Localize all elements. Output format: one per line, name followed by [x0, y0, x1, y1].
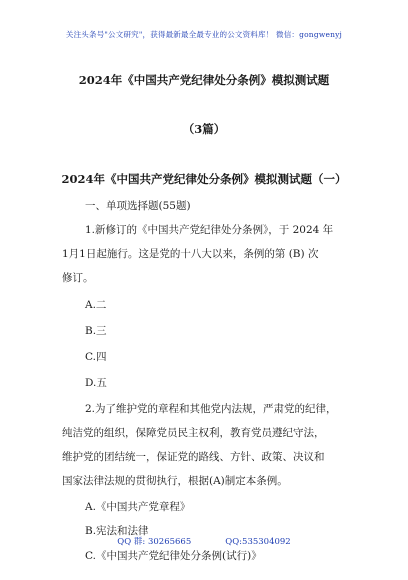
- question-1-option-d: D.五: [85, 377, 107, 389]
- footer-contact: [0, 535, 408, 547]
- question-2-option-b: B.宪法和法律: [85, 525, 149, 537]
- question-1-option-b: B.三: [85, 325, 107, 337]
- question-1-text-line-3: 修订。: [62, 272, 94, 284]
- question-2-text-line-1: 2.为了维护党的章程和其他党内法规，严肃党的纪律，: [85, 403, 337, 415]
- header-promo-note: 关注头条号"公文研究"，获得最新最全最专业的公文资料库！ 微信：gongwenyj: [65, 30, 343, 39]
- question-1-text-line-2: 1月1日起施行。这是党的十八大以来，条例的第 (B) 次: [62, 248, 319, 260]
- question-2-text-line-3: 维护党的团结统一，保证党的路线、方针、政策、决议和: [62, 451, 325, 463]
- question-2-option-a: A.《中国共产党章程》: [85, 501, 191, 513]
- volume-count: （3篇）: [182, 122, 226, 136]
- footer-qq-number: QQ:535304092: [225, 537, 291, 547]
- footer-qq-group: QQ 群: 30265665: [117, 537, 192, 547]
- question-1-option-c: C.四: [85, 351, 107, 363]
- question-1-text-line-1: 1.新修订的《中国共产党纪律处分条例》，于 2024 年: [85, 224, 334, 236]
- question-1-option-a: A.二: [85, 299, 107, 311]
- question-2-option-c: C.《中国共产党纪律处分条例(试行)》: [85, 550, 262, 562]
- question-section-heading: 一、单项选择题(55题): [85, 200, 191, 212]
- document-title: 2024年《中国共产党纪律处分条例》模拟测试题: [78, 73, 330, 87]
- question-2-text-line-2: 纯洁党的组织，保障党员民主权利，教育党员遵纪守法，: [62, 427, 325, 439]
- section-title: 2024年《中国共产党纪律处分条例》模拟测试题（一）: [61, 172, 347, 186]
- question-2-text-line-4: 国家法律法规的贯彻执行，根据(A)制定本条例。: [62, 475, 288, 487]
